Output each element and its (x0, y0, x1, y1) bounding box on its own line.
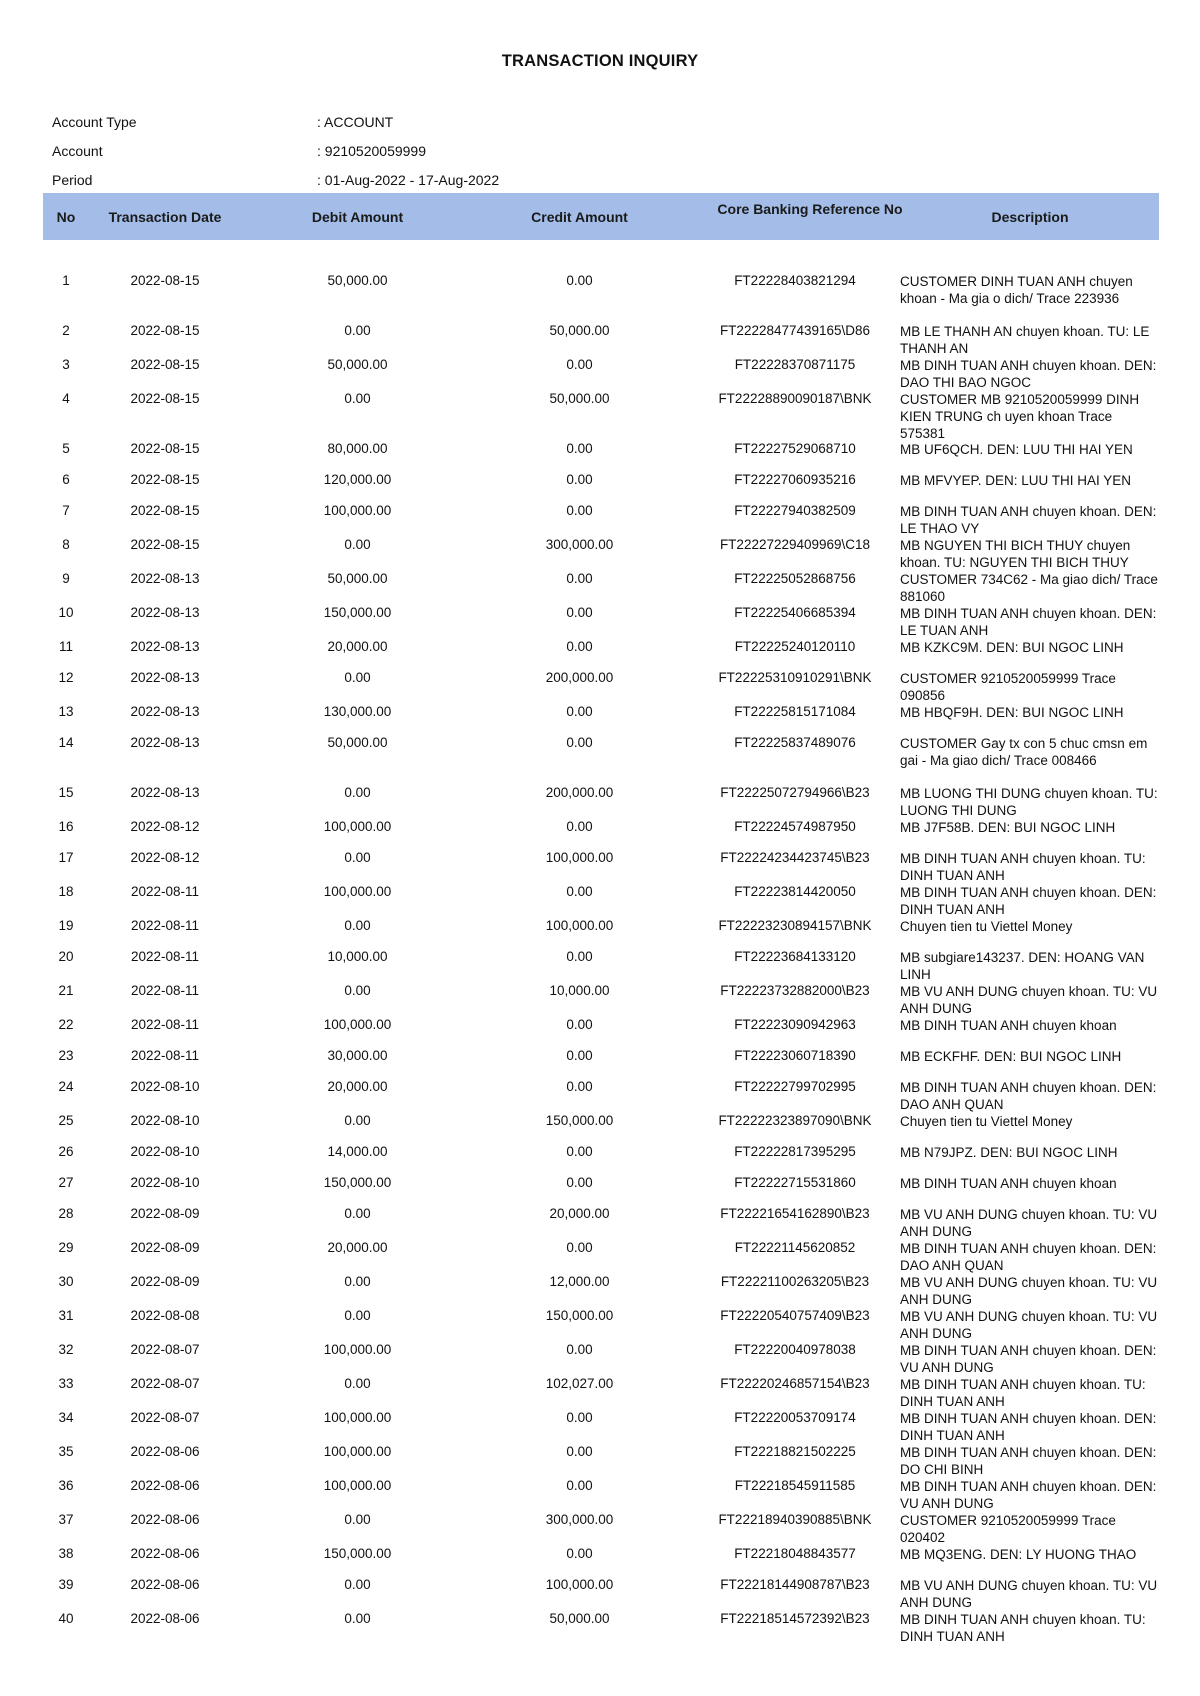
debit-amount: 0.00 (344, 918, 371, 933)
row-number: 23 (58, 1048, 74, 1063)
debit-amount: 0.00 (344, 670, 371, 685)
row-number: 13 (58, 704, 74, 719)
credit-amount: 0.00 (566, 884, 593, 899)
transaction-date: 2022-08-13 (130, 704, 200, 719)
transaction-date: 2022-08-15 (130, 357, 200, 372)
row-number: 29 (58, 1240, 74, 1255)
transaction-date: 2022-08-07 (130, 1342, 200, 1357)
reference-number: FT22225815171084 (734, 704, 856, 719)
row-number: 6 (62, 472, 70, 487)
debit-amount: 100,000.00 (323, 1478, 392, 1493)
description: MB DINH TUAN ANH chuyen khoan. DEN: LE TUAN ANH (900, 606, 1157, 638)
credit-amount: 150,000.00 (545, 1113, 614, 1128)
account-label: Account (52, 143, 103, 159)
debit-amount: 100,000.00 (323, 1342, 392, 1357)
transaction-date: 2022-08-13 (130, 639, 200, 654)
transaction-date: 2022-08-13 (130, 785, 200, 800)
reference-number: FT22221145620852 (734, 1240, 856, 1255)
description: MB DINH TUAN ANH chuyen khoan. DEN: DAO ANH QUAN (900, 1241, 1157, 1273)
reference-number: FT22227229409969\C18 (719, 537, 871, 552)
credit-amount: 0.00 (566, 1546, 593, 1561)
debit-amount: 150,000.00 (323, 605, 392, 620)
debit-amount: 0.00 (344, 391, 371, 406)
period-row (52, 172, 652, 190)
description: MB DINH TUAN ANH chuyen khoan. DEN: LE THAO VY (900, 504, 1157, 536)
reference-number: FT22225240120110 (734, 639, 856, 654)
reference-number: FT22223060718390 (734, 1048, 856, 1063)
credit-amount: 100,000.00 (545, 918, 614, 933)
reference-number: FT22225837489076 (734, 735, 856, 750)
description: Chuyen tien tu Viettel Money (900, 1114, 1073, 1129)
row-number: 34 (58, 1410, 74, 1425)
transaction-date: 2022-08-15 (130, 391, 200, 406)
reference-number: FT22227529068710 (734, 441, 856, 456)
transaction-date: 2022-08-15 (130, 472, 200, 487)
transaction-date: 2022-08-13 (130, 571, 200, 586)
reference-number: FT22224574987950 (734, 819, 856, 834)
description: MB HBQF9H. DEN: BUI NGOC LINH (900, 705, 1124, 720)
transaction-date: 2022-08-15 (130, 273, 200, 288)
credit-amount: 0.00 (566, 1478, 593, 1493)
row-number: 18 (58, 884, 74, 899)
reference-number: FT22222715531860 (734, 1175, 856, 1190)
debit-amount: 150,000.00 (323, 1546, 392, 1561)
reference-number: FT22220246857154\B23 (720, 1376, 870, 1391)
credit-amount: 0.00 (566, 704, 593, 719)
description: MB VU ANH DUNG chuyen khoan. TU: VU ANH DUNG (900, 984, 1158, 1016)
row-number: 10 (58, 605, 74, 620)
row-number: 39 (58, 1577, 74, 1592)
row-number: 30 (58, 1274, 74, 1289)
debit-amount: 0.00 (344, 1376, 371, 1391)
debit-amount: 100,000.00 (323, 1410, 392, 1425)
description: MB VU ANH DUNG chuyen khoan. TU: VU ANH DUNG (900, 1309, 1158, 1341)
reference-number: FT22228403821294 (734, 273, 856, 288)
description: MB KZKC9M. DEN: BUI NGOC LINH (900, 640, 1124, 655)
transaction-date: 2022-08-10 (130, 1079, 200, 1094)
reference-number: FT22220053709174 (734, 1410, 856, 1425)
row-number: 32 (58, 1342, 74, 1357)
reference-number: FT22227940382509 (734, 503, 856, 518)
debit-amount: 14,000.00 (327, 1144, 388, 1159)
credit-amount: 200,000.00 (545, 670, 614, 685)
description: CUSTOMER DINH TUAN ANH chuyen khoan - Ma gia o dich/ Trace 223936 (900, 274, 1133, 306)
debit-amount: 100,000.00 (323, 819, 392, 834)
transaction-date: 2022-08-10 (130, 1175, 200, 1190)
debit-amount: 30,000.00 (327, 1048, 388, 1063)
reference-number: FT22223230894157\BNK (718, 918, 872, 933)
period-value: : 01-Aug-2022 - 17-Aug-2022 (317, 172, 500, 188)
credit-amount: 300,000.00 (545, 1512, 614, 1527)
row-number: 31 (58, 1308, 74, 1323)
credit-amount: 200,000.00 (545, 785, 614, 800)
reference-number: FT22225310910291\BNK (718, 670, 872, 685)
reference-number: FT22228890090187\BNK (718, 391, 872, 406)
description: CUSTOMER MB 9210520059999 DINH KIEN TRUNG ch uyen khoan Trace 575381 (900, 392, 1140, 441)
description: MB DINH TUAN ANH chuyen khoan. DEN: DO CHI BINH (900, 1445, 1157, 1477)
reference-number: FT22218545911585 (734, 1478, 856, 1493)
row-number: 11 (58, 639, 73, 654)
description: MB ECKFHF. DEN: BUI NGOC LINH (900, 1049, 1122, 1064)
description: MB N79JPZ. DEN: BUI NGOC LINH (900, 1145, 1118, 1160)
account-row (52, 143, 652, 161)
description: MB MQ3ENG. DEN: LY HUONG THAO (900, 1547, 1137, 1562)
credit-amount: 0.00 (566, 503, 593, 518)
row-number: 9 (62, 571, 70, 586)
row-number: 5 (62, 441, 70, 456)
reference-number: FT22223732882000\B23 (720, 983, 870, 998)
debit-amount: 20,000.00 (327, 1240, 388, 1255)
transaction-date: 2022-08-06 (130, 1444, 200, 1459)
debit-amount: 0.00 (344, 1512, 371, 1527)
row-number: 38 (58, 1546, 74, 1561)
period-label: Period (52, 172, 93, 188)
debit-amount: 100,000.00 (323, 503, 392, 518)
reference-number: FT22218048843577 (734, 1546, 856, 1561)
debit-amount: 100,000.00 (323, 884, 392, 899)
row-number: 1 (62, 273, 70, 288)
debit-amount: 20,000.00 (327, 639, 388, 654)
description: MB DINH TUAN ANH chuyen khoan. DEN: DAO ANH QUAN (900, 1080, 1157, 1112)
row-number: 20 (58, 949, 74, 964)
row-number: 8 (62, 537, 70, 552)
transaction-date: 2022-08-09 (130, 1240, 200, 1255)
debit-amount: 0.00 (344, 537, 371, 552)
row-number: 15 (58, 785, 74, 800)
description: MB DINH TUAN ANH chuyen khoan. TU: DINH TUAN ANH (900, 851, 1146, 883)
row-number: 17 (58, 850, 74, 865)
debit-amount: 100,000.00 (323, 1017, 392, 1032)
credit-amount: 0.00 (566, 949, 593, 964)
row-number: 21 (58, 983, 74, 998)
transaction-date: 2022-08-07 (130, 1376, 200, 1391)
transaction-date: 2022-08-12 (130, 819, 200, 834)
reference-number: FT22225072794966\B23 (720, 785, 870, 800)
reference-number: FT22220040978038 (734, 1342, 856, 1357)
description: Chuyen tien tu Viettel Money (900, 919, 1073, 934)
column-header-no: No (56, 209, 76, 225)
transaction-date: 2022-08-06 (130, 1611, 200, 1626)
reference-number: FT22218514572392\B23 (720, 1611, 870, 1626)
reference-number: FT22223090942963 (734, 1017, 856, 1032)
credit-amount: 0.00 (566, 357, 593, 372)
row-number: 16 (58, 819, 74, 834)
transaction-date: 2022-08-11 (130, 949, 200, 964)
transaction-date: 2022-08-12 (130, 850, 200, 865)
credit-amount: 12,000.00 (549, 1274, 610, 1289)
credit-amount: 0.00 (566, 1048, 593, 1063)
credit-amount: 0.00 (566, 441, 593, 456)
debit-amount: 20,000.00 (327, 1079, 388, 1094)
description: MB DINH TUAN ANH chuyen khoan. TU: DINH TUAN ANH (900, 1612, 1146, 1644)
credit-amount: 0.00 (566, 819, 593, 834)
reference-number: FT22218144908787\B23 (720, 1577, 870, 1592)
page-title: TRANSACTION INQUIRY (501, 52, 699, 70)
description: MB VU ANH DUNG chuyen khoan. TU: VU ANH DUNG (900, 1578, 1158, 1610)
description: MB VU ANH DUNG chuyen khoan. TU: VU ANH DUNG (900, 1207, 1158, 1239)
column-header-transaction-date: Transaction Date (108, 209, 222, 225)
reference-number: FT22222323897090\BNK (718, 1113, 872, 1128)
account-type-label: Account Type (52, 114, 137, 130)
debit-amount: 0.00 (344, 850, 371, 865)
row-number: 4 (62, 391, 70, 406)
description: CUSTOMER 734C62 - Ma giao dich/ Trace 881060 (900, 572, 1158, 604)
credit-amount: 0.00 (566, 1175, 593, 1190)
credit-amount: 0.00 (566, 1240, 593, 1255)
reference-number: FT22228370871175 (734, 357, 856, 372)
transaction-date: 2022-08-06 (130, 1577, 200, 1592)
description: MB J7F58B. DEN: BUI NGOC LINH (900, 820, 1116, 835)
description: MB DINH TUAN ANH chuyen khoan. DEN: DINH TUAN ANH (900, 885, 1157, 917)
reference-number: FT22218821502225 (734, 1444, 856, 1459)
transaction-date: 2022-08-13 (130, 735, 200, 750)
debit-amount: 0.00 (344, 785, 371, 800)
transaction-date: 2022-08-11 (130, 884, 200, 899)
row-number: 22 (58, 1017, 74, 1032)
credit-amount: 0.00 (566, 1410, 593, 1425)
row-number: 27 (58, 1175, 74, 1190)
column-header-credit-amount: Credit Amount (531, 209, 628, 225)
credit-amount: 300,000.00 (545, 537, 614, 552)
debit-amount: 0.00 (344, 1611, 371, 1626)
debit-amount: 0.00 (344, 323, 371, 338)
account-type-value: : ACCOUNT (317, 114, 394, 130)
description: MB DINH TUAN ANH chuyen khoan. DEN: DINH TUAN ANH (900, 1411, 1157, 1443)
debit-amount: 100,000.00 (323, 1444, 392, 1459)
credit-amount: 10,000.00 (549, 983, 610, 998)
credit-amount: 150,000.00 (545, 1308, 614, 1323)
debit-amount: 0.00 (344, 983, 371, 998)
description: MB NGUYEN THI BICH THUY chuyen khoan. TU: NGUYEN THI BICH THUY (900, 538, 1131, 570)
debit-amount: 120,000.00 (323, 472, 392, 487)
credit-amount: 0.00 (566, 1144, 593, 1159)
reference-number: FT22225406685394 (734, 605, 856, 620)
debit-amount: 0.00 (344, 1308, 371, 1323)
credit-amount: 50,000.00 (549, 323, 610, 338)
debit-amount: 0.00 (344, 1113, 371, 1128)
reference-number: FT22224234423745\B23 (720, 850, 870, 865)
description: CUSTOMER Gay tx con 5 chuc cmsn em gai - Ma giao dich/ Trace 008466 (900, 736, 1148, 768)
debit-amount: 10,000.00 (327, 949, 388, 964)
table-header (43, 193, 1159, 240)
credit-amount: 100,000.00 (545, 850, 614, 865)
row-number: 28 (58, 1206, 74, 1221)
transaction-date: 2022-08-06 (130, 1478, 200, 1493)
transaction-date: 2022-08-10 (130, 1113, 200, 1128)
reference-number: FT22218940390885\BNK (718, 1512, 872, 1527)
description: MB DINH TUAN ANH chuyen khoan. TU: DINH TUAN ANH (900, 1377, 1146, 1409)
debit-amount: 0.00 (344, 1274, 371, 1289)
row-number: 36 (58, 1478, 74, 1493)
reference-number: FT22222799702995 (734, 1079, 856, 1094)
row-number: 14 (58, 735, 74, 750)
row-number: 35 (58, 1444, 74, 1459)
row-number: 12 (58, 670, 74, 685)
credit-amount: 0.00 (566, 273, 593, 288)
row-number: 25 (58, 1113, 74, 1128)
column-header-description: Description (991, 209, 1069, 225)
transaction-date: 2022-08-13 (130, 605, 200, 620)
debit-amount: 50,000.00 (327, 273, 388, 288)
transaction-date: 2022-08-06 (130, 1512, 200, 1527)
debit-amount: 50,000.00 (327, 571, 388, 586)
credit-amount: 0.00 (566, 472, 593, 487)
transaction-date: 2022-08-11 (130, 918, 200, 933)
credit-amount: 50,000.00 (549, 391, 610, 406)
credit-amount: 0.00 (566, 1444, 593, 1459)
description: MB DINH TUAN ANH chuyen khoan. DEN: DAO THI BAO NGOC (900, 358, 1157, 390)
debit-amount: 0.00 (344, 1577, 371, 1592)
transaction-date: 2022-08-15 (130, 441, 200, 456)
column-header-reference-no: Core Banking Reference No (717, 201, 903, 217)
row-number: 3 (62, 357, 70, 372)
row-number: 26 (58, 1144, 74, 1159)
transaction-date: 2022-08-15 (130, 537, 200, 552)
row-number: 7 (62, 503, 70, 518)
reference-number: FT22227060935216 (734, 472, 856, 487)
credit-amount: 102,027.00 (545, 1376, 614, 1391)
debit-amount: 0.00 (344, 1206, 371, 1221)
description: MB DINH TUAN ANH chuyen khoan (900, 1176, 1117, 1191)
transaction-date: 2022-08-11 (130, 1048, 200, 1063)
debit-amount: 130,000.00 (323, 704, 392, 719)
description: MB VU ANH DUNG chuyen khoan. TU: VU ANH DUNG (900, 1275, 1158, 1307)
description: CUSTOMER 9210520059999 Trace 090856 (900, 671, 1116, 703)
description: MB DINH TUAN ANH chuyen khoan (900, 1018, 1117, 1033)
row-number: 33 (58, 1376, 74, 1391)
credit-amount: 0.00 (566, 1342, 593, 1357)
description: MB LUONG THI DUNG chuyen khoan. TU: LUONG THI DUNG (900, 786, 1158, 818)
transaction-date: 2022-08-15 (130, 323, 200, 338)
credit-amount: 0.00 (566, 735, 593, 750)
row-number: 37 (58, 1512, 74, 1527)
description: MB DINH TUAN ANH chuyen khoan. DEN: VU ANH DUNG (900, 1479, 1157, 1511)
debit-amount: 80,000.00 (327, 441, 388, 456)
account-type-row (52, 114, 652, 132)
reference-number: FT22221100263205\B23 (720, 1274, 870, 1289)
transaction-date: 2022-08-09 (130, 1274, 200, 1289)
credit-amount: 0.00 (566, 1017, 593, 1032)
transaction-date: 2022-08-07 (130, 1410, 200, 1425)
reference-number: FT22221654162890\B23 (720, 1206, 870, 1221)
reference-number: FT22223814420050 (734, 884, 856, 899)
description: MB subgiare143237. DEN: HOANG VAN LINH (900, 950, 1145, 982)
description: CUSTOMER 9210520059999 Trace 020402 (900, 1513, 1116, 1545)
account-number-value: : 9210520059999 (317, 143, 426, 159)
credit-amount: 0.00 (566, 571, 593, 586)
transaction-date: 2022-08-13 (130, 670, 200, 685)
transaction-date: 2022-08-11 (130, 983, 200, 998)
credit-amount: 0.00 (566, 605, 593, 620)
row-number: 24 (58, 1079, 74, 1094)
transaction-date: 2022-08-15 (130, 503, 200, 518)
row-number: 40 (58, 1611, 74, 1626)
description: MB MFVYEP. DEN: LUU THI HAI YEN (900, 473, 1132, 488)
reference-number: FT22220540757409\B23 (720, 1308, 870, 1323)
reference-number: FT22222817395295 (734, 1144, 856, 1159)
transaction-date: 2022-08-06 (130, 1546, 200, 1561)
transaction-date: 2022-08-11 (130, 1017, 200, 1032)
description: MB LE THANH AN chuyen khoan. TU: LE THANH AN (900, 324, 1150, 356)
credit-amount: 100,000.00 (545, 1577, 614, 1592)
row-number: 2 (62, 323, 70, 338)
description: MB UF6QCH. DEN: LUU THI HAI YEN (900, 442, 1133, 457)
credit-amount: 50,000.00 (549, 1611, 610, 1626)
row-number: 19 (58, 918, 74, 933)
credit-amount: 0.00 (566, 639, 593, 654)
credit-amount: 20,000.00 (549, 1206, 610, 1221)
debit-amount: 150,000.00 (323, 1175, 392, 1190)
debit-amount: 50,000.00 (327, 357, 388, 372)
reference-number: FT22228477439165\D86 (719, 323, 871, 338)
reference-number: FT22223684133120 (734, 949, 856, 964)
debit-amount: 50,000.00 (327, 735, 388, 750)
credit-amount: 0.00 (566, 1079, 593, 1094)
transaction-date: 2022-08-10 (130, 1144, 200, 1159)
transaction-date: 2022-08-08 (130, 1308, 200, 1323)
reference-number: FT22225052868756 (734, 571, 856, 586)
description: MB DINH TUAN ANH chuyen khoan. DEN: VU ANH DUNG (900, 1343, 1157, 1375)
transaction-date: 2022-08-09 (130, 1206, 200, 1221)
column-header-debit-amount: Debit Amount (311, 209, 404, 225)
